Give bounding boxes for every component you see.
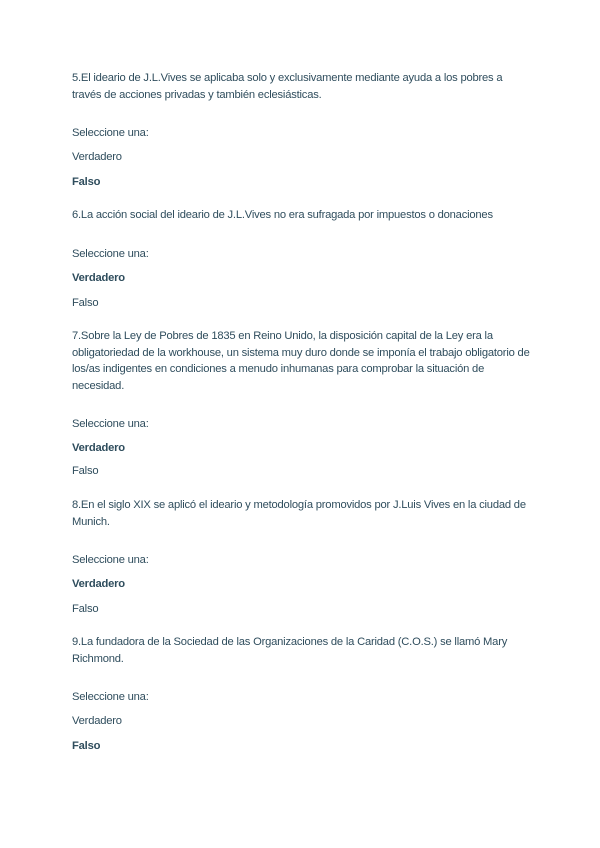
question-8-option-falso[interactable]: Falso (72, 603, 99, 615)
question-9-prompt: Seleccione una: (72, 691, 149, 703)
question-5-text: 5.El ideario de J.L.Vives se aplicaba solo y exclusivamente mediante ayuda a los pobres a través de acciones privadas y también eclesiásticas. (72, 72, 503, 101)
question-8-option-verdadero[interactable]: Verdadero (72, 578, 125, 590)
question-9 (72, 634, 532, 759)
question-6 (72, 207, 542, 317)
question-6-text: 6.La acción social del ideario de J.L.Vives no era sufragada por impuestos o donaciones (72, 209, 493, 221)
question-6-option-falso[interactable]: Falso (72, 297, 99, 309)
question-5 (72, 70, 532, 195)
question-9-text: 9.La fundadora de la Sociedad de las Organizaciones de la Caridad (C.O.S.) se llamó Mary Richmond. (72, 636, 508, 665)
question-8-prompt: Seleccione una: (72, 554, 149, 566)
question-7-text: 7.Sobre la Ley de Pobres de 1835 en Reino Unido, la disposición capital de la Ley era la obligatoriedad de la workhouse, un sistema muy duro donde se imponía el trabajo obligatorio de los/as indigentes en condiciones a menudo inhumanas para comprobar la situación de necesidad. (72, 330, 530, 392)
question-5-option-verdadero[interactable]: Verdadero (72, 151, 122, 163)
question-8-text: 8.En el siglo XIX se aplicó el ideario y metodología promovidos por J.Luis Vives en la ciudad de Munich. (72, 499, 526, 528)
question-8 (72, 497, 532, 622)
question-6-prompt: Seleccione una: (72, 248, 149, 260)
question-7-option-verdadero[interactable]: Verdadero (72, 442, 125, 454)
question-9-option-falso[interactable]: Falso (72, 740, 101, 752)
question-7 (72, 328, 532, 483)
question-7-option-falso[interactable]: Falso (72, 465, 99, 477)
question-5-prompt: Seleccione una: (72, 127, 149, 139)
question-9-option-verdadero[interactable]: Verdadero (72, 715, 122, 727)
question-5-option-falso[interactable]: Falso (72, 176, 101, 188)
question-6-option-verdadero[interactable]: Verdadero (72, 272, 125, 284)
question-7-prompt: Seleccione una: (72, 418, 149, 430)
